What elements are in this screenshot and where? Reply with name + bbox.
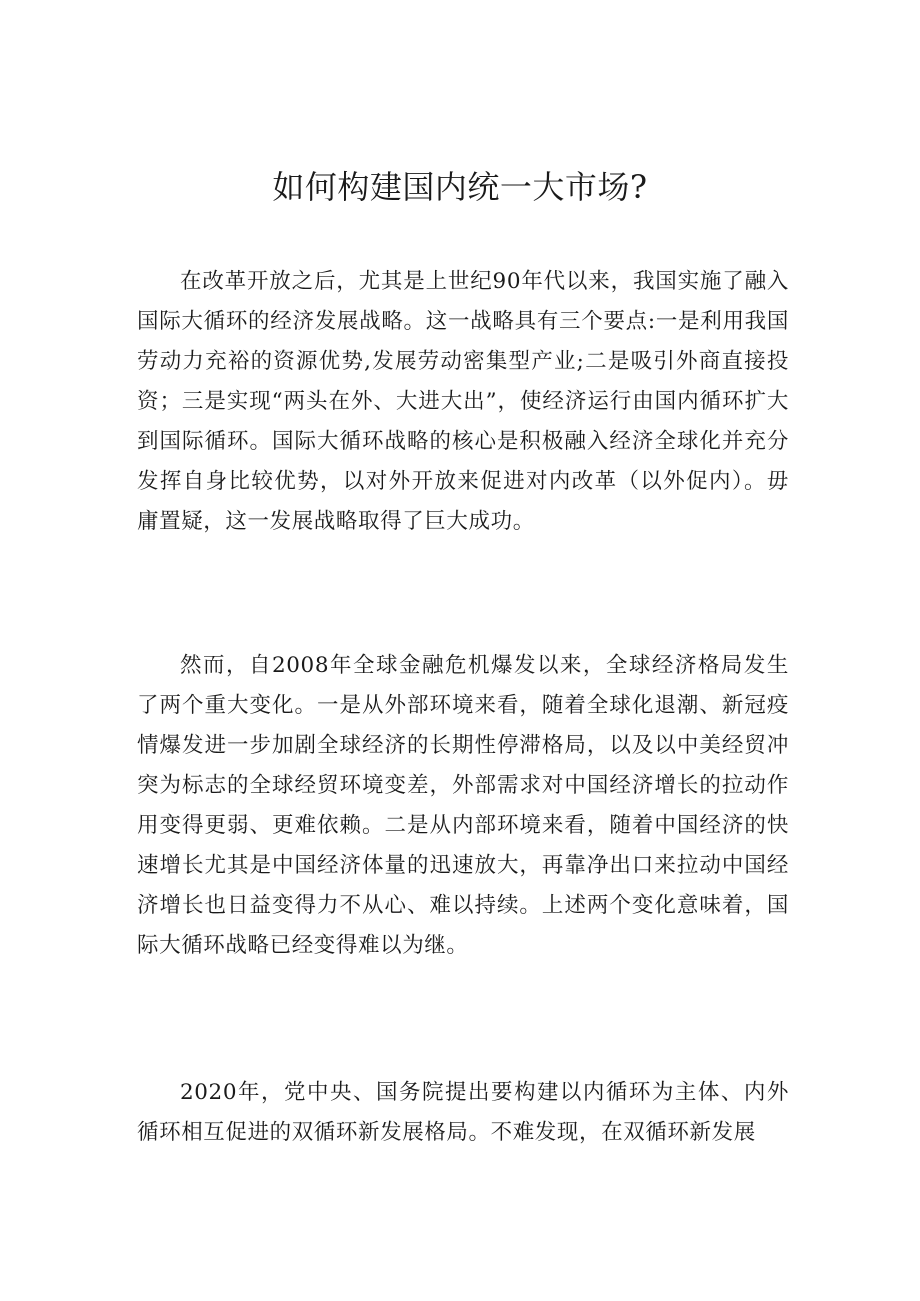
document-title: 如何构建国内统一大市场? bbox=[272, 168, 648, 206]
paragraph-3: 2020年，党中央、国务院提出要构建以内循环为主体、内外循环相互促进的双循环新发展格局。不难发现，在双循环新发展 bbox=[137, 1080, 789, 1145]
paragraph-2: 然而，自2008年全球金融危机爆发以来，全球经济格局发生了两个重大变化。一是从外部环境来看，随着全球化退潮、新冠疫情爆发进一步加剧全球经济的长期性停滞格局，以及以中美经贸冲突为标志的全球经贸环境变差，外部需求对中国经济增长的拉动作用变得更弱、更难依赖。二是从内部环境来看，随着中国经济的快速增长尤其是中国经济体量的迅速放大，再靠净出口来拉动中国经济增长也日益变得力不从心、难以持续。上述两个变化意味着，国际大循环战略已经变得难以为继。 bbox=[137, 653, 789, 958]
paragraph-1: 在改革开放之后，尤其是上世纪90年代以来，我国实施了融入国际大循环的经济发展战略。这一战略具有三个要点:一是利用我国劳动力充裕的资源优势,发展劳动密集型产业;二是吸引外商直接投资；三是实现“两头在外、大进大出”，使经济运行由国内循环扩大到国际循环。国际大循环战略的核心是积极融入经济全球化并充分发挥自身比较优势，以对外开放来促进对内改革（以外促内）。毋庸置疑，这一发展战略取得了巨大成功。 bbox=[137, 269, 789, 534]
